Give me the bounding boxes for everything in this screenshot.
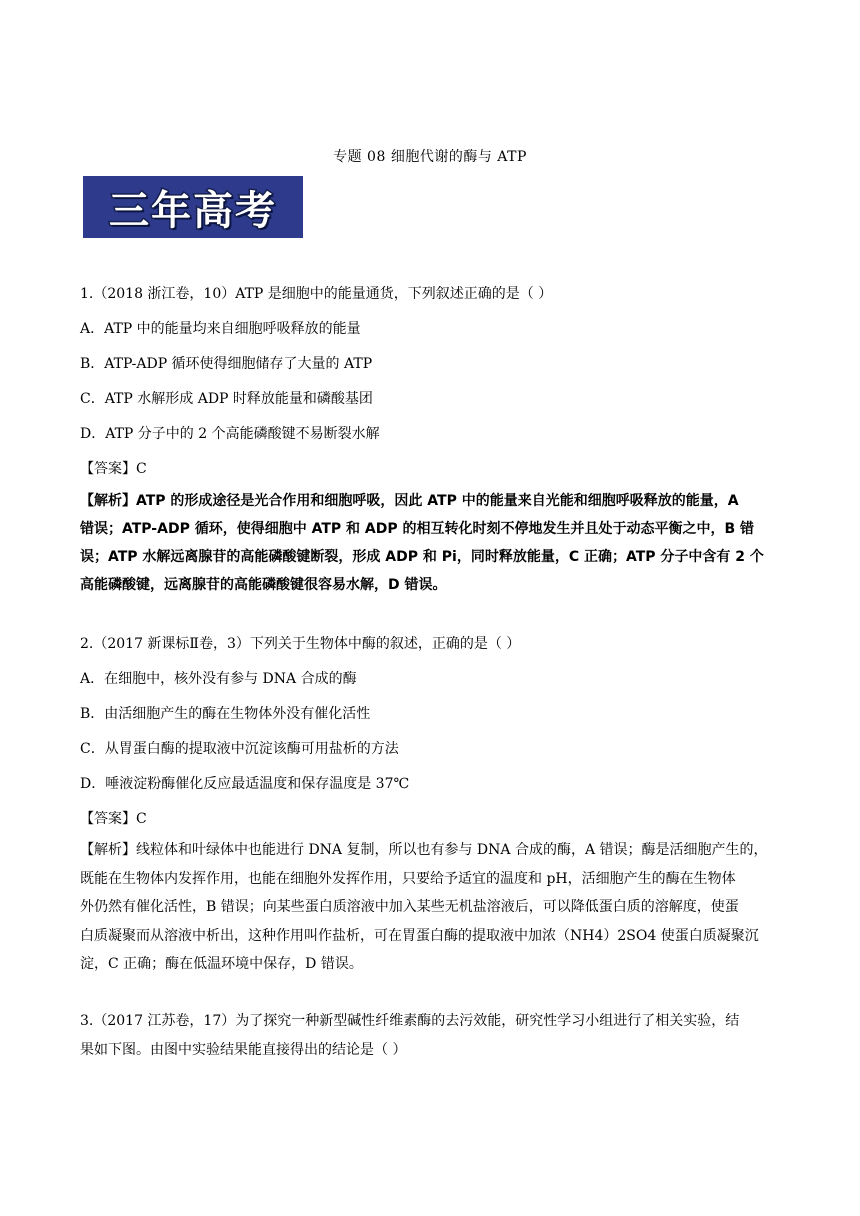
explanation-line: 错误；ATP-ADP 循环，使得细胞中 ATP 和 ADP 的相互转化时刻不停地发生并且处于动态平衡之中，B 错 xyxy=(80,521,755,537)
explanation-line: 外仍然有催化活性，B 错误；向某些蛋白质溶液中加入某些无机盐溶液后，可以降低蛋白质的溶解度，使蛋 xyxy=(80,899,739,915)
question-1-answer: 【答案】C xyxy=(80,461,147,477)
explanation-line: 既能在生物体内发挥作用，也能在细胞外发挥作用，只要给予适宜的温度和 pH，活细胞产生的酶在生物体 xyxy=(80,870,736,887)
question-2-option-b: B．由活细胞产生的酶在生物体外没有催化活性 xyxy=(80,706,371,722)
question-1-option-b: B．ATP-ADP 循环使得细胞储存了大量的 ATP xyxy=(80,356,373,372)
question-1-stem: 1.（2018 浙江卷，10）ATP 是细胞中的能量通货，下列叙述正确的是（ ） xyxy=(80,286,553,302)
explanation-line: 高能磷酸键，远离腺苷的高能磷酸键很容易水解，D 错误。 xyxy=(80,577,447,593)
question-1-explanation xyxy=(80,487,764,599)
question-3-stem-line: 3.（2017 江苏卷，17）为了探究一种新型碱性纤维素酶的去污效能，研究性学习小组进行了相关实验，结 xyxy=(80,1013,740,1029)
banner-text: 三年高考 xyxy=(109,187,277,234)
question-1-option-d: D．ATP 分子中的 2 个高能磷酸键不易断裂水解 xyxy=(80,426,380,442)
explanation-line: 【解析】线粒体和叶绿体中也能进行 DNA 复制，所以也有参与 DNA 合成的酶，A 错误；酶是活细胞产生的， xyxy=(80,842,768,858)
question-2-answer: 【答案】C xyxy=(80,811,147,827)
question-2-explanation xyxy=(80,836,768,979)
question-3-stem-line: 果如下图。由图中实验结果能直接得出的结论是（ ） xyxy=(80,1041,407,1058)
question-2-option-a: A．在细胞中，核外没有参与 DNA 合成的酶 xyxy=(80,671,357,687)
question-1-option-a: A．ATP 中的能量均来自细胞呼吸释放的能量 xyxy=(80,321,361,337)
question-2-option-c: C．从胃蛋白酶的提取液中沉淀该酶可用盐析的方法 xyxy=(80,741,399,757)
explanation-line: 淀，C 正确；酶在低温环境中保存，D 错误。 xyxy=(80,956,363,972)
section-banner xyxy=(83,176,303,238)
question-2-option-d: D．唾液淀粉酶催化反应最适温度和保存温度是 37℃ xyxy=(80,776,410,792)
explanation-line: 误；ATP 水解远离腺苷的高能磷酸键断裂，形成 ADP 和 Pi，同时释放能量，C 正确；ATP 分子中含有 2 个 xyxy=(80,549,764,565)
question-3-stem xyxy=(80,1007,739,1064)
question-1-option-c: C．ATP 水解形成 ADP 时释放能量和磷酸基团 xyxy=(80,391,373,407)
explanation-line: 【解析】ATP 的形成途径是光合作用和细胞呼吸，因此 ATP 中的能量来自光能和细胞呼吸释放的能量，A xyxy=(80,493,739,509)
page-title: 专题 08 细胞代谢的酶与 ATP xyxy=(333,149,527,165)
question-2-stem: 2.（2017 新课标Ⅱ卷，3）下列关于生物体中酶的叙述，正确的是（ ） xyxy=(80,636,521,652)
explanation-line: 白质凝聚而从溶液中析出，这种作用叫作盐析，可在胃蛋白酶的提取液中加浓（NH4）2SO4 使蛋白质凝聚沉 xyxy=(80,927,759,944)
